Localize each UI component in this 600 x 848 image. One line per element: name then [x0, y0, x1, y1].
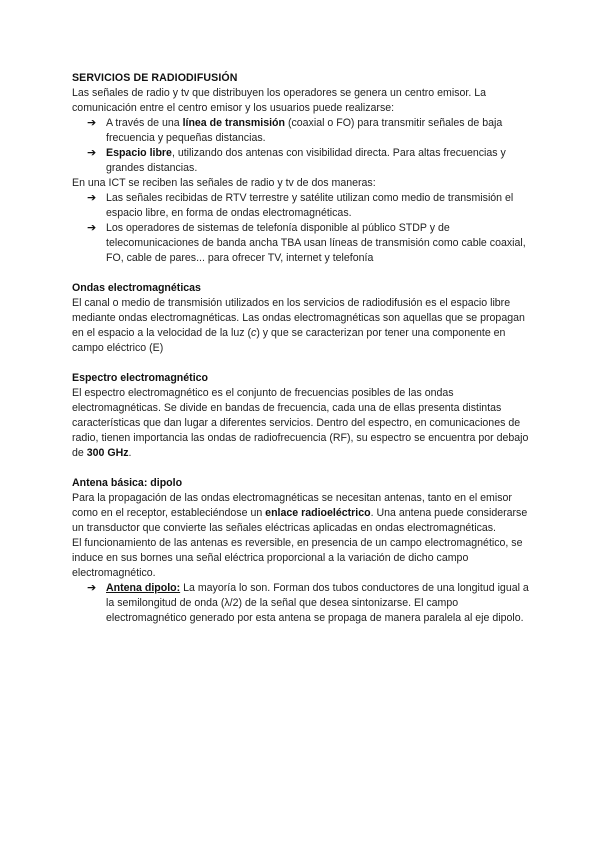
bullet-text: Las señales recibidas de RTV terrestre y satélite utilizan como medio de transmisión el espacio libre, en forma de ondas electromagnéticas. [106, 192, 514, 219]
list-item [87, 146, 530, 176]
text-pre: El espectro electromagnético es el conjunto de frecuencias posibles de las ondas electromagnéticas. Se divide en bandas de frecuencia, cada una de ellas presenta distintas características que dan lugar a diferentes servicios. Dentro del espectro, en comunicaciones de radio, tienen importancia las ondas de radiofrecuencia (RF), su espectro se encuentra por debajo de [72, 387, 529, 459]
list-item [87, 581, 530, 626]
paragraph-antena-1 [72, 491, 530, 536]
text-bold: 300 GHz [86, 447, 129, 459]
arrow-bullet-icon: ➔ [87, 192, 97, 204]
text-bold: enlace radioeléctrico [265, 507, 371, 519]
text-italic: c [251, 327, 257, 339]
bullet-text: La mayoría lo son. Forman dos tubos conductores de una longitud igual a la semilongitud de onda (λ/2) de la señal que desea sintonizarse. El campo electromagnético generado por esta antena se propaga de manera paralela al eje dipolo. [106, 582, 529, 624]
paragraph-espectro [72, 386, 530, 461]
arrow-bullet-icon: ➔ [87, 582, 97, 594]
list-item [87, 221, 530, 266]
text-pre: El canal o medio de transmisión utilizados en los servicios de radiodifusión es el espacio libre mediante ondas electromagnéticas. Las ondas electromagnéticas son aquellas que se propagan en el espacio a la velocidad de la luz ( [72, 297, 525, 339]
bullet-label: Antena dipolo: [106, 582, 181, 594]
list-item [87, 191, 530, 221]
list-dipolo [72, 581, 530, 626]
bullet-text-post: , utilizando dos antenas con visibilidad directa. Para altas frecuencias y grandes distancias. [106, 147, 506, 174]
arrow-bullet-icon: ➔ [87, 222, 97, 234]
paragraph-ict-intro: En una ICT se reciben las señales de radio y tv de dos maneras: [72, 177, 376, 189]
list-ict-modes [72, 191, 530, 266]
bullet-bold: línea de transmisión [182, 117, 285, 129]
paragraph-antena-2: El funcionamiento de las antenas es reversible, en presencia de un campo electromagnético, se induce en sus bornes una señal eléctrica proporcional a la variación de dicho campo electromagnético. [72, 537, 523, 579]
list-transmision-modes [72, 116, 530, 176]
bullet-text: Los operadores de sistemas de telefonía disponible al público STDP y de telecomunicaciones de banda ancha TBA usan líneas de transmisión como cable coaxial, FO, cable de pares... para ofrecer TV, internet y telefonía [106, 222, 526, 264]
section-ondas [72, 281, 530, 356]
text-post: . Una antena puede considerarse un transductor que convierte las señales eléctricas aplicadas en ondas electromagnéticas. [72, 507, 528, 534]
text-pre: Para la propagación de las ondas electromagnéticas se necesitan antenas, tanto en el emisor como en el receptor, estableciéndose un [72, 492, 512, 519]
section-espectro [72, 371, 530, 461]
bullet-text-post: (coaxial o FO) para transmitir señales de baja frecuencia y pequeñas distancias. [106, 117, 503, 144]
heading-ondas: Ondas electromagnéticas [72, 282, 201, 294]
heading-espectro: Espectro electromagnético [72, 372, 208, 384]
arrow-bullet-icon: ➔ [87, 147, 97, 159]
paragraph-ondas [72, 296, 530, 356]
bullet-text-pre: A través de una [106, 117, 183, 129]
heading-antena: Antena básica: dipolo [72, 477, 183, 489]
heading-servicios: SERVICIOS DE RADIODIFUSIÓN [72, 72, 238, 84]
list-item [87, 116, 530, 146]
arrow-bullet-icon: ➔ [87, 117, 97, 129]
section-servicios [72, 71, 530, 266]
paragraph-servicios-intro: Las señales de radio y tv que distribuyen los operadores se genera un centro emisor. La comunicación entre el centro emisor y los usuarios puede realizarse: [72, 87, 486, 114]
text-post: ) y que se caracterizan por tener una componente en campo eléctrico (E) [72, 327, 506, 354]
bullet-bold: Espacio libre [106, 147, 172, 159]
text-post: . [128, 447, 132, 459]
section-antena [72, 476, 530, 626]
